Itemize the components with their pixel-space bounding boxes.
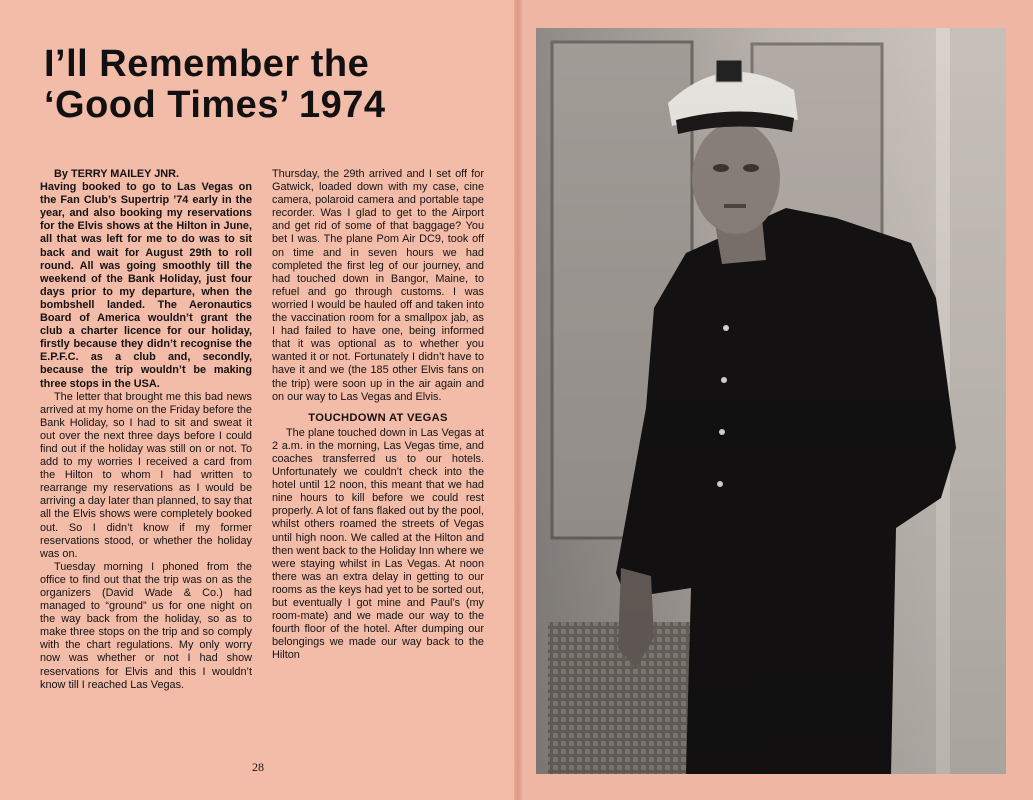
title-line-1: I’ll Remember the bbox=[44, 43, 370, 85]
lead-paragraph bbox=[40, 168, 252, 391]
article-title bbox=[44, 44, 494, 127]
photograph bbox=[536, 28, 1006, 774]
body-paragraph: Tuesday morning I phoned from the office to find out that the trip was on as the organizers (David Wade & Co.) had managed to “ground” us for one night on the way back from the holiday, so as to make three stops on the trip and so comply with the chart regulations. My only worry now was whether or not I had show reservations for Elvis and this I wouldn’t know till I reached Las Vegas. bbox=[40, 560, 252, 691]
lead-text: Having booked to go to Las Vegas on the Fan Club’s Supertrip ’74 early in the year, and also booking my reservations for the Elvis shows at the Hilton in June, all that was left for me to do was to sit back and wait for August 29th to roll round. All was going smoothly till the weekend of the Bank Holiday, just four days prior to my departure, when the bombshell landed. The Aeronautics Board of America wouldn’t grant the club a charter licence for our holiday, firstly because they didn’t recognise the E.P.F.C. as a club and, secondly, because the trip wouldn’t be making three stops in the USA. bbox=[40, 181, 252, 390]
photo-illustration bbox=[536, 28, 1006, 774]
byline: By TERRY MAILEY JNR. bbox=[54, 168, 180, 180]
page-number: 28 bbox=[252, 760, 264, 774]
text-column-1 bbox=[40, 168, 252, 692]
section-subhead: TOUCHDOWN AT VEGAS bbox=[308, 411, 448, 424]
body-paragraph: Thursday, the 29th arrived and I set off for Gatwick, loaded down with my case, cine camera, polaroid camera and portable tape recorder. Was I glad to get to the Airport and get rid of some of that baggage? You bet I was. The plane Pom Air DC9, took off on time and in seven hours we had completed the first leg of our journey, and had touched down in Bangor, Maine, to refuel and go through customs. I was worried I would be hauled off and taken into the vaccination room for a smallpox jab, as I had failed to have one, being informed that it was optional as to whether you wanted it or not. Fortunately I didn’t have to have it and we (the 185 other Elvis fans on the trip) were soon up in the air again and on our way to Las Vegas and Elvis. bbox=[272, 168, 484, 403]
title-line-2: ‘Good Times’ 1974 bbox=[44, 84, 386, 127]
page-gutter bbox=[514, 0, 522, 800]
body-paragraph: The letter that brought me this bad news arrived at my home on the Friday before the Bank Holiday, so I had to sit and sweat it out over the next three days before I could find out if the holiday was still on or not. To add to my worries I received a card from the Hilton to whom I had written to rearrange my reservations as I would be arriving a day later than planned, to say that all the Elvis shows were completely booked out. So I didn’t know if my former reservations stood, or whether the holiday was on. bbox=[40, 390, 252, 560]
text-column-2 bbox=[272, 168, 484, 662]
body-paragraph: The plane touched down in Las Vegas at 2 a.m. in the morning, Las Vegas time, and coaches transferred us to our hotels. Unfortunately we couldn’t check into the hotel until 12 noon, this meant that we had nine hours to kill before we could rest properly. A lot of fans flaked out by the pool, whilst others roamed the streets of Vegas until high noon. We called at the Hilton and then went back to the Holiday Inn where we were staying whilst in Las Vegas. At noon there was an extra delay in getting to our rooms as the keys had yet to be sorted out, but eventually I got mine and Paul’s (my room-mate) and we made our way to the fourth floor of the hotel. After dumping our belongings we made our way back to the Hilton bbox=[272, 426, 484, 662]
